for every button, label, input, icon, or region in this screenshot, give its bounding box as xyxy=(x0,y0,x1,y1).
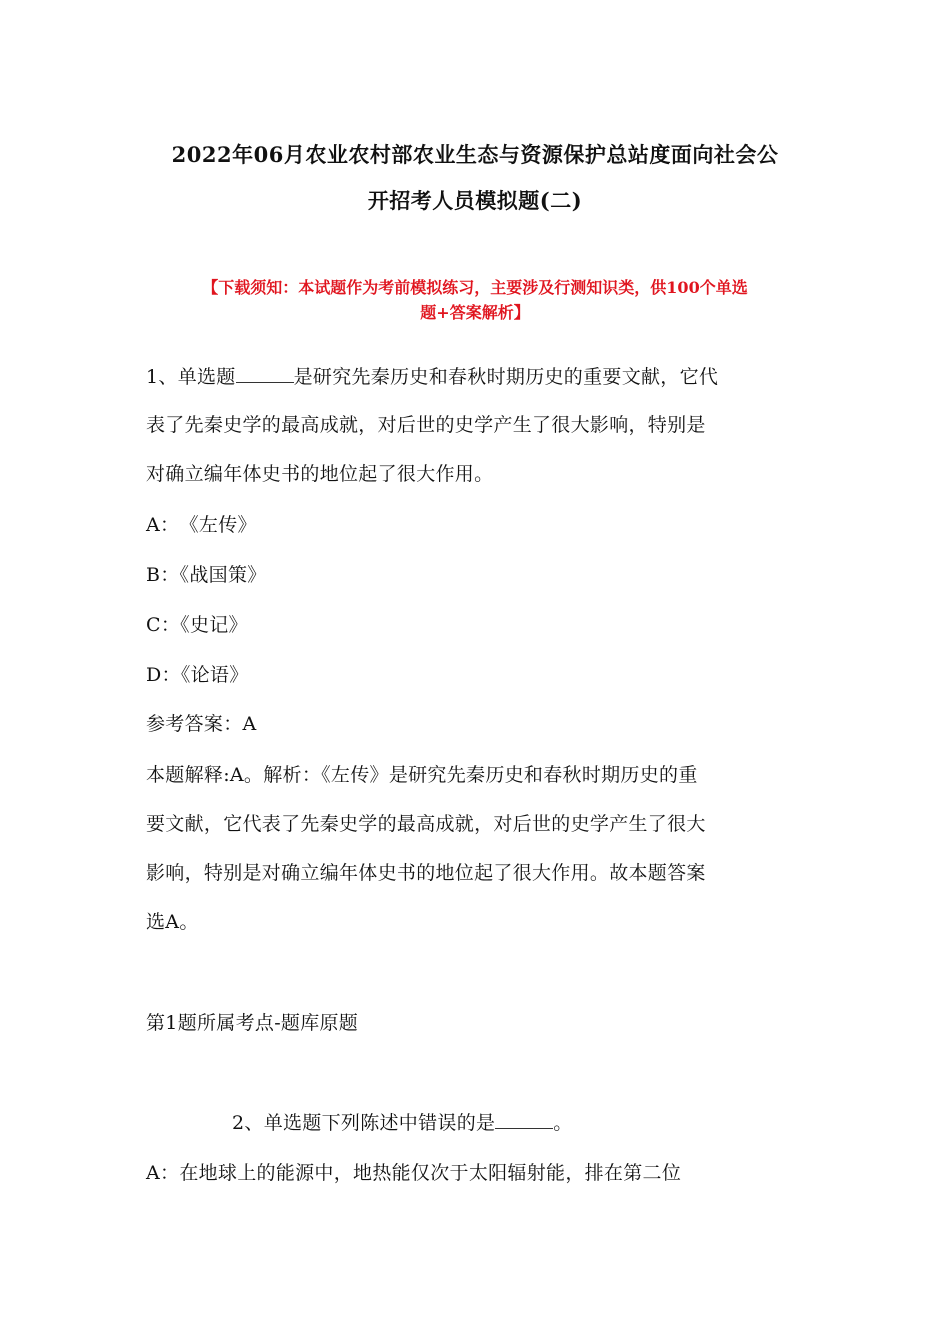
question-1-prefix: 1、单选题 xyxy=(146,366,236,388)
question-1-stem-rest: 是研究先秦历史和春秋时期历史的重要文献，它代 xyxy=(293,366,719,388)
question-1-explanation-line-3: 影响，特别是对确立编年体史书的地位起了很大作用。故本题答案 xyxy=(146,862,706,884)
question-1-stem-line-2: 表了先秦史学的最高成就，对后世的史学产生了很大影响，特别是 xyxy=(146,414,706,436)
question-1-stem-line-1 xyxy=(146,362,718,392)
question-1-option-b: B：《战国策》 xyxy=(146,564,267,586)
download-notice-line-2: 题+答案解析】 xyxy=(420,303,530,322)
question-1-explanation-line-1: 本题解释:A。解析：《左传》是研究先秦历史和春秋时期历史的重 xyxy=(146,764,698,786)
question-1-explanation-line-2: 要文献，它代表了先秦史学的最高成就，对后世的史学产生了很大 xyxy=(146,813,706,835)
question-1-option-c: C：《史记》 xyxy=(146,614,248,636)
document-title-line-1: 2022年06月农业农村部农业生态与资源保护总站度面向社会公 xyxy=(171,142,779,167)
question-1-stem-line-3: 对确立编年体史书的地位起了很大作用。 xyxy=(146,463,494,485)
question-1-option-d: D：《论语》 xyxy=(146,664,249,686)
question-2-prefix: 2、单选题下列陈述中错误的是 xyxy=(232,1112,496,1134)
question-2-blank xyxy=(495,1108,553,1129)
question-2-suffix: 。 xyxy=(553,1112,573,1134)
download-notice-line-1: 【下载须知：本试题作为考前模拟练习，主要涉及行测知识类，供100个单选 xyxy=(202,278,748,297)
question-1-answer: 参考答案：A xyxy=(146,713,257,735)
question-1-explanation-line-4: 选A。 xyxy=(146,911,199,933)
question-2-option-a: A：在地球上的能源中，地热能仅次于太阳辐射能，排在第二位 xyxy=(146,1162,682,1184)
document-title-line-2: 开招考人员模拟题(二) xyxy=(367,188,583,213)
question-1-blank xyxy=(236,362,294,383)
question-2-stem xyxy=(232,1108,573,1138)
question-1-option-a: A： 《左传》 xyxy=(146,514,257,536)
question-1-topic: 第1题所属考点-题库原题 xyxy=(146,1012,359,1034)
